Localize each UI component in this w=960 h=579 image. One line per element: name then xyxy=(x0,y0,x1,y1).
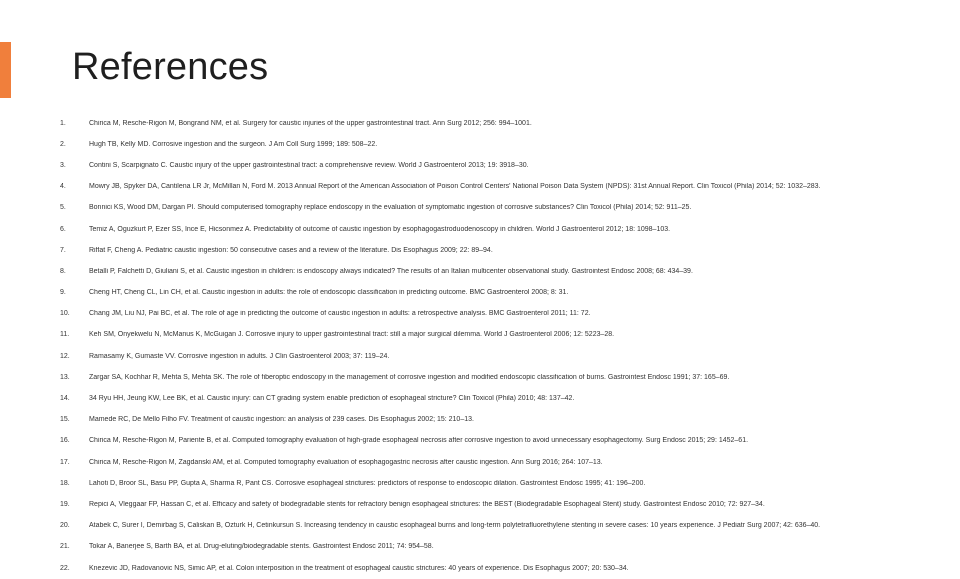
reference-item xyxy=(60,473,950,494)
reference-text: Zargar SA, Kochhar R, Mehta S, Mehta SK. The role of fiberoptic endoscopy in the management of corrosive ingestion and modified endoscopic classification of burns. Gastrointest Endosc 1991; 37: 165–69. xyxy=(89,373,730,381)
reference-item xyxy=(60,410,950,431)
reference-number: 22. xyxy=(60,564,70,572)
reference-item xyxy=(60,304,950,325)
reference-text: Betalli P, Falchetti D, Giuliani S, et al. Caustic ingestion in children: is endoscopy always indicated? The results of an Italian multicenter observational study. Gastrointest Endosc 2008; 68: 434–39. xyxy=(89,267,693,275)
reference-text: Chirica M, Resche-Rigon M, Pariente B, et al. Computed tomography evaluation of high-grade esophageal necrosis after corrosive ingestion to avoid unnecessary esophagectomy. Surg Endosc 2015; 29: 1452–61. xyxy=(89,437,749,445)
reference-number: 11. xyxy=(60,331,70,339)
reference-number: 16. xyxy=(60,437,70,445)
reference-text: Keh SM, Onyekwelu N, McManus K, McGuigan J. Corrosive injury to upper gastrointestinal tract: still a major surgical dilemma. World J Gastroenterol 2006; 12: 5223–28. xyxy=(89,331,615,339)
accent-bar xyxy=(0,42,11,98)
reference-item xyxy=(60,283,950,304)
reference-item xyxy=(60,431,950,452)
reference-item xyxy=(60,219,950,240)
reference-number: 3. xyxy=(60,161,66,169)
reference-item xyxy=(60,367,950,388)
reference-text: Atabek C, Surer I, Demirbag S, Caliskan B, Ozturk H, Cetinkursun S. Increasing tendency in caustic esophageal burns and long-term polytetrafluorethylene stenting in severe cases: 10 years experience. J Pediatr Surg 2007; 42: 636–40. xyxy=(89,522,821,530)
reference-text: Bonnici KS, Wood DM, Dargan PI. Should computerised tomography replace endoscopy in the evaluation of symptomatic ingestion of corrosive substances? Clin Toxicol (Phila) 2014; 52: 911–25. xyxy=(89,204,692,212)
reference-item xyxy=(60,240,950,261)
reference-text: Ramasamy K, Gumaste VV. Corrosive ingestion in adults. J Clin Gastroenterol 2003; 37: 119–24. xyxy=(89,352,390,360)
reference-number: 17. xyxy=(60,458,70,466)
reference-item xyxy=(60,494,950,515)
reference-number: 9. xyxy=(60,289,66,297)
reference-item xyxy=(60,113,950,134)
reference-item xyxy=(60,261,950,282)
reference-number: 21. xyxy=(60,543,70,551)
reference-list xyxy=(60,113,950,579)
reference-text: Temiz A, Oguzkurt P, Ezer SS, Ince E, Hicsonmez A. Predictability of outcome of caustic ingestion by esophagogastroduodenoscopy in children. World J Gastroenterol 2012; 18: 1098–103. xyxy=(89,225,671,233)
reference-item xyxy=(60,346,950,367)
reference-number: 2. xyxy=(60,140,66,148)
reference-text: Tokar A, Banerjee S, Barth BA, et al. Drug-eluting/biodegradable stents. Gastrointest Endosc 2011; 74: 954–58. xyxy=(89,543,434,551)
reference-text: 34 Ryu HH, Jeung KW, Lee BK, et al. Caustic injury: can CT grading system enable prediction of esophageal stricture? Clin Toxicol (Phila) 2010; 48: 137–42. xyxy=(89,395,575,403)
reference-number: 19. xyxy=(60,500,70,508)
reference-text: Cheng HT, Cheng CL, Lin CH, et al. Caustic ingestion in adults: the role of endoscopic classification in predicting outcome. BMC Gastroenterol 2008; 8: 31. xyxy=(89,289,569,297)
reference-text: Chirica M, Resche-Rigon M, Zagdanski AM, et al. Computed tomography evaluation of esophagogastric necrosis after caustic ingestion. Ann Surg 2016; 264: 107–13. xyxy=(89,458,603,466)
page-title: References xyxy=(72,46,269,88)
reference-text: Chirica M, Resche-Rigon M, Bongrand NM, et al. Surgery for caustic injuries of the upper gastrointestinal tract. Ann Surg 2012; 256: 994–1001. xyxy=(89,119,532,127)
reference-number: 10. xyxy=(60,310,70,318)
reference-number: 18. xyxy=(60,479,70,487)
reference-number: 8. xyxy=(60,267,66,275)
reference-text: Chang JM, Liu NJ, Pai BC, et al. The role of age in predicting the outcome of caustic ingestion in adults: a retrospective analysis. BMC Gastroenterol 2011; 11: 72. xyxy=(89,310,591,318)
reference-number: 13. xyxy=(60,373,70,381)
reference-number: 5. xyxy=(60,204,66,212)
reference-number: 12. xyxy=(60,352,70,360)
reference-item xyxy=(60,198,950,219)
reference-item xyxy=(60,134,950,155)
reference-item xyxy=(60,452,950,473)
reference-number: 20. xyxy=(60,522,70,530)
reference-number: 6. xyxy=(60,225,66,233)
reference-text: Knezevic JD, Radovanovic NS, Simic AP, et al. Colon interposition in the treatment of esophageal caustic strictures: 40 years of experience. Dis Esophagus 2007; 20: 530–34. xyxy=(89,564,629,572)
reference-item xyxy=(60,177,950,198)
reference-number: 15. xyxy=(60,416,70,424)
reference-number: 7. xyxy=(60,246,66,254)
reference-item xyxy=(60,155,950,176)
reference-text: Riffat F, Cheng A. Pediatric caustic ingestion: 50 consecutive cases and a review of the literature. Dis Esophagus 2009; 22: 89–94. xyxy=(89,246,493,254)
reference-text: Mamede RC, De Mello Filho FV. Treatment of caustic ingestion: an analysis of 239 cases. Dis Esophagus 2002; 15: 210–13. xyxy=(89,416,474,424)
reference-text: Repici A, Vleggaar FP, Hassan C, et al. Efficacy and safety of biodegradable stents for refractory benign esophageal strictures: the BEST (Biodegradable Esophageal Stent) study. Gastrointest Endosc 2010; 72: 927–34. xyxy=(89,500,765,508)
reference-text: Hugh TB, Kelly MD. Corrosive ingestion and the surgeon. J Am Coll Surg 1999; 189: 508–22. xyxy=(89,140,378,148)
reference-number: 14. xyxy=(60,395,70,403)
reference-text: Mowry JB, Spyker DA, Cantilena LR Jr, McMillan N, Ford M. 2013 Annual Report of the American Association of Poison Control Centers' National Poison Data System (NPDS): 31st Annual Report. Clin Toxicol (Phila) 2014; 52: 1032–283. xyxy=(89,183,821,191)
reference-item xyxy=(60,516,950,537)
reference-item xyxy=(60,558,950,579)
reference-item xyxy=(60,388,950,409)
reference-number: 4. xyxy=(60,183,66,191)
reference-number: 1. xyxy=(60,119,66,127)
reference-text: Contini S, Scarpignato C. Caustic injury of the upper gastrointestinal tract: a comprehensive review. World J Gastroenterol 2013; 19: 3918–30. xyxy=(89,161,529,169)
reference-item xyxy=(60,325,950,346)
reference-text: Lahoti D, Broor SL, Basu PP, Gupta A, Sharma R, Pant CS. Corrosive esophageal strictures: predictors of response to endoscopic dilation. Gastrointest Endosc 1995; 41: 196–200. xyxy=(89,479,646,487)
